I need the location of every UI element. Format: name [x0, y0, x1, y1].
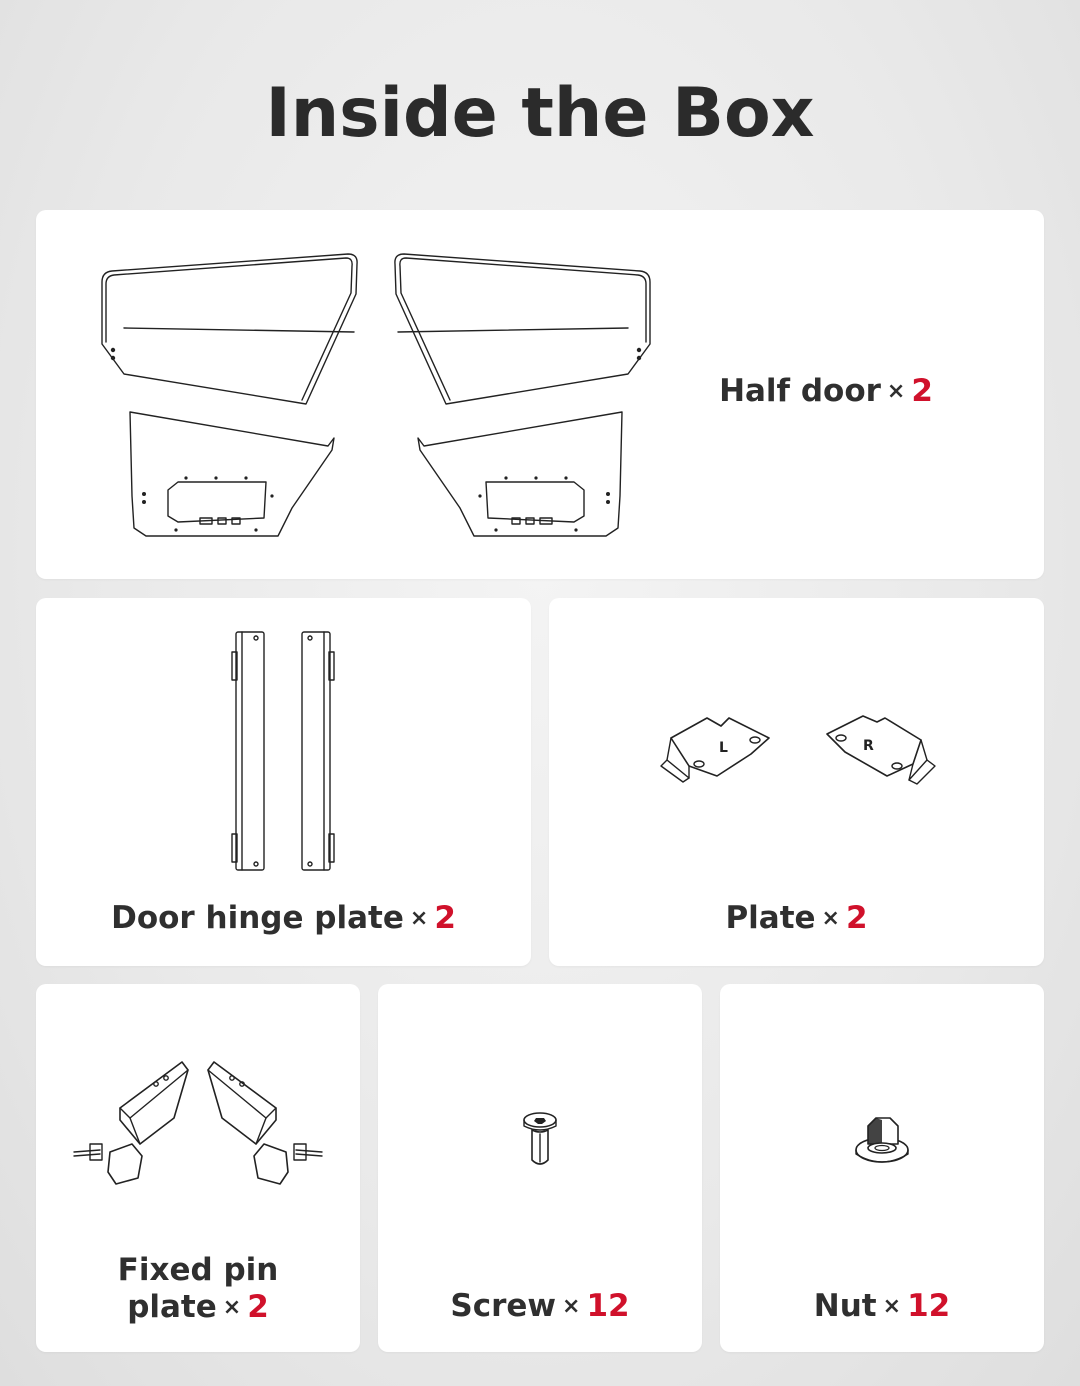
item-label-plate: Plate × 2	[725, 900, 868, 936]
fixed-pin-plate-icon	[70, 1060, 330, 1190]
item-label-screw: Screw × 12	[450, 1288, 630, 1324]
item-label-door-hinge-plate: Door hinge plate × 2	[111, 900, 456, 936]
item-label-fixed-pin-plate: Fixed pin plate × 2	[117, 1252, 279, 1325]
nut-icon	[848, 1110, 918, 1170]
item-label-nut: Nut × 12	[813, 1288, 951, 1324]
item-card-half-door	[36, 210, 1044, 579]
plate-mark-l: L	[719, 740, 728, 756]
item-card-fixed-pin-plate	[36, 984, 360, 1352]
half-door-icon	[96, 246, 656, 546]
item-card-plate	[549, 598, 1044, 966]
plate-icon	[659, 708, 959, 798]
item-card-nut	[720, 984, 1044, 1352]
door-hinge-plate-icon	[216, 628, 356, 878]
item-card-screw	[378, 984, 702, 1352]
screw-icon	[516, 1110, 566, 1170]
plate-mark-r: R	[863, 738, 874, 754]
page-title: Inside the Box	[265, 74, 815, 153]
item-card-door-hinge-plate	[36, 598, 531, 966]
item-label-half-door: Half door × 2	[719, 373, 933, 409]
